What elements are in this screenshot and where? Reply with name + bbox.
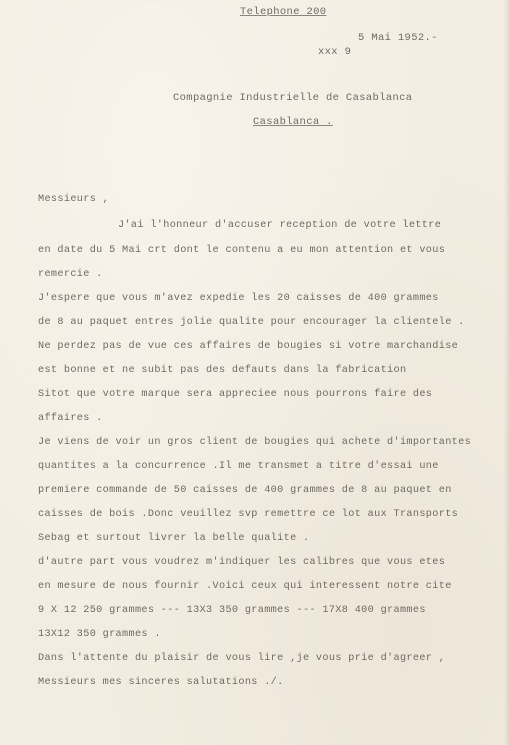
body-line: d'autre part vous voudrez m'indiquer les calibres que vous etes xyxy=(38,557,446,568)
body-line: en date du 5 Mai crt dont le contenu a eu mon attention et vous xyxy=(38,245,446,256)
body-line: Sebag et surtout livrer la belle qualite . xyxy=(38,533,310,544)
body-line: est bonne et ne subit pas des defauts dans la fabrication xyxy=(38,365,407,376)
body-line: 9 X 12 250 grammes --- 13X3 350 grammes --- 17X8 400 grammes xyxy=(38,605,426,616)
recipient-company: Compagnie Industrielle de Casablanca xyxy=(173,92,413,104)
body-line: J'ai l'honneur d'accuser reception de votre lettre xyxy=(118,220,442,231)
body-line: remercie . xyxy=(38,269,103,280)
body-line: caisses de bois .Donc veuillez svp remettre ce lot aux Transports xyxy=(38,509,459,520)
recipient-city: Casablanca . xyxy=(253,116,333,128)
letter-reference: xxx 9 xyxy=(318,46,352,58)
letter-date: 5 Mai 1952.- xyxy=(358,32,438,44)
body-line: quantites a la concurrence .Il me transmet a titre d'essai une xyxy=(38,461,439,472)
body-line: premiere commande de 50 caisses de 400 grammes de 8 au paquet en xyxy=(38,485,452,496)
body-line: 13X12 350 grammes . xyxy=(38,629,161,640)
body-line: en mesure de nous fournir .Voici ceux qui interessent notre cite xyxy=(38,581,452,592)
body-line: de 8 au paquet entres jolie qualite pour encourager la clientele . xyxy=(38,317,465,328)
body-line: Sitot que votre marque sera appreciee nous pourrons faire des xyxy=(38,389,433,400)
page-edge-shadow xyxy=(504,0,510,745)
salutation: Messieurs , xyxy=(38,194,110,205)
body-line: J'espere que vous m'avez expedie les 20 caisses de 400 grammes xyxy=(38,293,439,304)
body-line: Je viens de voir un gros client de bougies qui achete d'importantes xyxy=(38,437,472,448)
telephone-header: Telephone 200 xyxy=(240,6,327,18)
body-line: affaires . xyxy=(38,413,103,424)
body-line: Ne perdez pas de vue ces affaires de bougies si votre marchandise xyxy=(38,341,459,352)
body-line: Messieurs mes sinceres salutations ./. xyxy=(38,677,284,688)
body-line: Dans l'attente du plaisir de vous lire ,je vous prie d'agreer , xyxy=(38,653,446,664)
